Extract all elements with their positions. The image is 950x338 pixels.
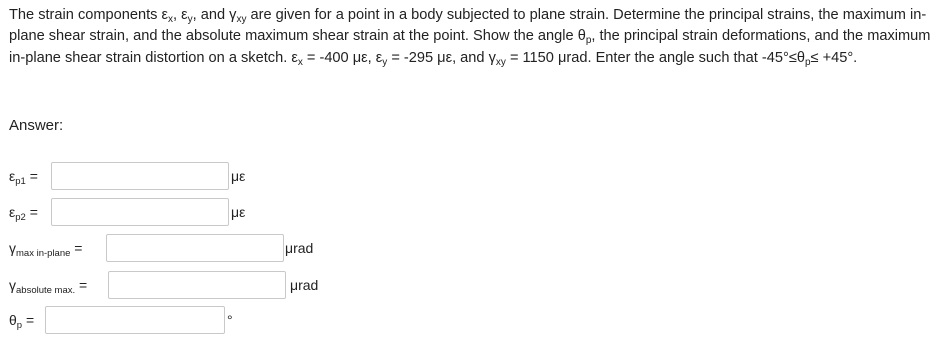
principal-strain-1-label: $\varepsilon_{p1}$ = — [9, 168, 38, 187]
principal-angle-input[interactable] — [45, 306, 225, 334]
problem-statement: The strain components $\varepsilon_x$, $\varepsilon_y$, and $\gamma_{xy}$ are given for a point in a body subjected to plane strain. Determine the principal strains, the maximum in-plane shear strain, and the absolute maximum shear strain at the point. Show the angle $\theta_p$, the principal strain deformations, and the maximum in-plane shear strain distortion on a sketch. $\varepsilon_x = -400$ με, $\varepsilon_y = -295$ με, and $\gamma_{xy} = 1150$ μrad. Enter the angle such that $-45^\circ\le\theta_p\le +45^\circ$. — [9, 7, 931, 68]
absolute-max-shear-label: $\gamma_{absolute max.}$ = — [9, 277, 88, 296]
principal-strain-1-unit: με — [231, 168, 246, 184]
principal-strain-1-input[interactable] — [51, 162, 229, 190]
max-inplane-shear-unit: μrad — [285, 240, 314, 256]
principal-strain-2-unit: με — [231, 204, 246, 220]
answer-label: Answer: — [9, 117, 64, 134]
principal-strain-2-label: $\varepsilon_{p2}$ = — [9, 204, 38, 223]
max-inplane-shear-input[interactable] — [106, 234, 284, 262]
absolute-max-shear-unit: μrad — [290, 277, 319, 293]
degree-unit: ° — [227, 312, 233, 328]
principal-angle-label: $\theta_p$ = — [9, 312, 35, 331]
principal-strain-2-input[interactable] — [51, 198, 229, 226]
absolute-max-shear-input[interactable] — [108, 271, 286, 299]
max-inplane-shear-label: $\gamma_{max in-plane}$ = — [9, 240, 83, 259]
